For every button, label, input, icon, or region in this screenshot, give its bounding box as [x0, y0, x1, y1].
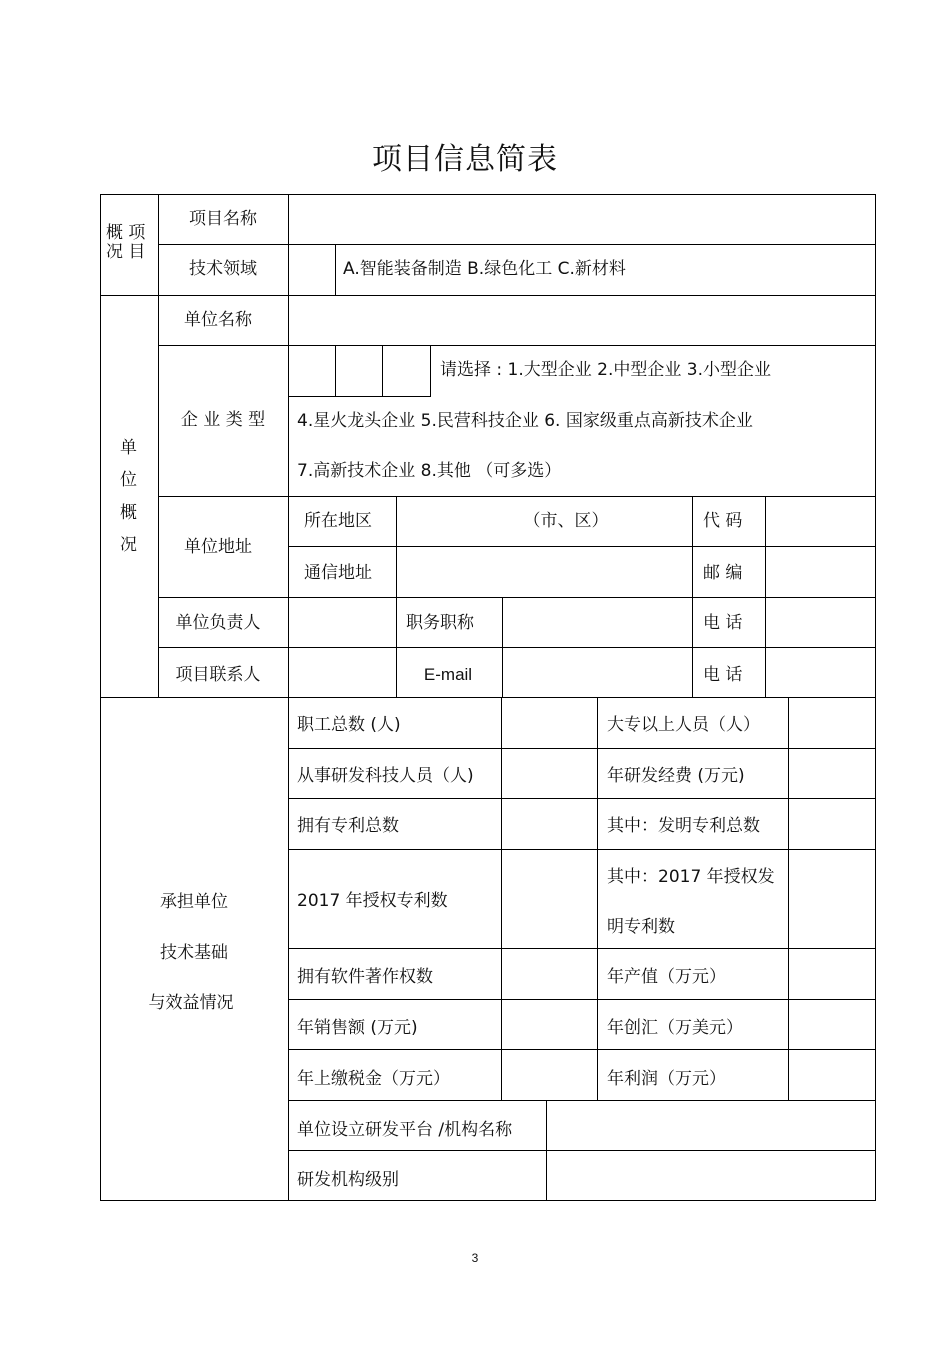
staff-total-label: 职工总数 (人) — [297, 715, 401, 735]
software-copyright-label: 拥有软件著作权数 — [297, 967, 433, 987]
contact-person-field[interactable] — [290, 649, 395, 696]
table-rule — [158, 597, 876, 598]
table-rule — [501, 697, 502, 1100]
phone-label: 电 话 — [703, 665, 743, 685]
annual-tax-label: 年上缴税金（万元） — [297, 1069, 450, 1089]
code-label: 代 码 — [703, 511, 743, 531]
granted-invention-label-1: 其中：2017 年授权发 — [607, 867, 775, 887]
table-border-left — [100, 194, 101, 1201]
annual-sales-label: 年销售额 (万元) — [297, 1018, 418, 1038]
table-rule — [288, 546, 876, 547]
software-copyright-field[interactable] — [503, 950, 596, 998]
invention-patent-label: 其中：发明专利总数 — [607, 816, 760, 836]
rd-level-field[interactable] — [548, 1152, 874, 1199]
location-label: 所在地区 — [304, 511, 372, 531]
unit-header-char: 位 — [120, 470, 137, 490]
tech-field-checkbox[interactable] — [290, 246, 334, 294]
table-rule — [100, 295, 876, 296]
unit-head-field[interactable] — [290, 599, 395, 646]
enterprise-type-box[interactable] — [290, 347, 334, 395]
tech-field-options: A.智能装备制造 B.绿色化工 C.新材料 — [343, 259, 626, 279]
rd-level-label: 研发机构级别 — [297, 1170, 399, 1190]
granted-invention-label-2: 明专利数 — [607, 917, 675, 937]
contact-person-label: 项目联系人 — [175, 665, 261, 685]
phone-field[interactable] — [767, 649, 874, 696]
annual-output-label: 年产值（万元） — [607, 967, 726, 987]
table-rule — [430, 345, 431, 396]
code-field[interactable] — [767, 498, 874, 545]
annual-profit-field[interactable] — [790, 1051, 874, 1099]
table-rule — [288, 1150, 876, 1151]
base-header-line: 承担单位 — [160, 892, 228, 912]
postcode-label: 邮 编 — [703, 563, 743, 583]
overview-header-bottom: 况 目 — [106, 242, 146, 262]
postcode-field[interactable] — [767, 548, 874, 596]
base-header-line: 与效益情况 — [148, 993, 234, 1013]
unit-header-char: 概 — [120, 503, 137, 523]
annual-sales-field[interactable] — [503, 1001, 596, 1048]
college-staff-label: 大专以上人员（人） — [607, 715, 760, 735]
email-field[interactable] — [504, 649, 691, 696]
enterprise-type-box[interactable] — [337, 347, 381, 395]
tech-field-label: 技术领域 — [189, 259, 257, 279]
table-border-top — [100, 194, 876, 195]
overview-header-top: 概 项 — [106, 223, 146, 243]
page-number: 3 — [471, 1251, 479, 1265]
table-rule — [158, 244, 876, 245]
annual-forex-field[interactable] — [790, 1001, 874, 1048]
base-header-line: 技术基础 — [160, 943, 228, 963]
project-name-field[interactable] — [290, 196, 874, 243]
unit-name-label: 单位名称 — [184, 310, 252, 330]
unit-header-char: 况 — [120, 535, 137, 555]
table-rule — [158, 647, 876, 648]
table-rule — [597, 697, 598, 1100]
address-label: 单位地址 — [184, 537, 252, 557]
page-title: 项目信息简表 — [372, 142, 558, 177]
annual-profit-label: 年利润（万元） — [607, 1069, 726, 1089]
invention-patent-field[interactable] — [790, 800, 874, 848]
unit-header-char: 单 — [120, 438, 137, 458]
unit-head-label: 单位负责人 — [175, 613, 261, 633]
table-rule — [788, 697, 789, 1100]
enterprise-type-options-2: 4.星火龙头企业 5.民营科技企业 6. 国家级重点高新技术企业 — [297, 411, 753, 431]
granted-patent-label: 2017 年授权专利数 — [297, 891, 448, 911]
unit-name-field[interactable] — [290, 297, 874, 344]
table-rule — [335, 345, 336, 396]
enterprise-type-box[interactable] — [384, 347, 429, 395]
staff-total-field[interactable] — [503, 699, 596, 747]
rd-funds-field[interactable] — [790, 750, 874, 797]
table-rule — [546, 1100, 547, 1201]
table-rule — [502, 597, 503, 698]
enterprise-type-options-1: 请选择 : 1.大型企业 2.中型企业 3.小型企业 — [440, 360, 772, 380]
granted-invention-field[interactable] — [790, 851, 874, 947]
annual-tax-field[interactable] — [503, 1051, 596, 1099]
mailing-address-label: 通信地址 — [304, 563, 372, 583]
project-name-label: 项目名称 — [189, 209, 257, 229]
location-value[interactable]: （市、区） — [523, 511, 609, 531]
mailing-address-field[interactable] — [398, 548, 691, 596]
rd-funds-label: 年研发经费 (万元) — [607, 766, 745, 786]
position-title-field[interactable] — [504, 599, 691, 646]
enterprise-type-label: 企 业 类 型 — [180, 410, 266, 430]
rd-staff-label: 从事研发科技人员（人) — [297, 766, 474, 786]
table-rule — [158, 496, 876, 497]
table-border-bottom — [100, 1200, 876, 1201]
table-rule — [288, 1100, 876, 1101]
college-staff-field[interactable] — [790, 699, 874, 747]
table-rule — [382, 345, 383, 396]
table-border-right — [875, 194, 876, 1201]
email-label: E-mail — [423, 665, 473, 684]
enterprise-type-options-3: 7.高新技术企业 8.其他 （可多选） — [297, 461, 562, 481]
patent-total-label: 拥有专利总数 — [297, 816, 399, 836]
table-rule — [288, 396, 431, 397]
rd-staff-field[interactable] — [503, 750, 596, 797]
table-rule — [100, 697, 876, 698]
table-rule — [288, 194, 289, 1201]
position-title-label: 职务职称 — [406, 613, 474, 633]
annual-forex-label: 年创汇（万美元） — [607, 1018, 743, 1038]
table-rule — [335, 244, 336, 295]
annual-output-field[interactable] — [790, 950, 874, 998]
phone-field[interactable] — [767, 599, 874, 646]
phone-label: 电 话 — [703, 613, 743, 633]
table-rule — [765, 496, 766, 698]
granted-patent-field[interactable] — [503, 851, 596, 947]
rd-platform-field[interactable] — [548, 1102, 874, 1149]
patent-total-field[interactable] — [503, 800, 596, 848]
table-rule — [158, 345, 876, 346]
rd-platform-label: 单位设立研发平台 /机构名称 — [297, 1120, 513, 1140]
